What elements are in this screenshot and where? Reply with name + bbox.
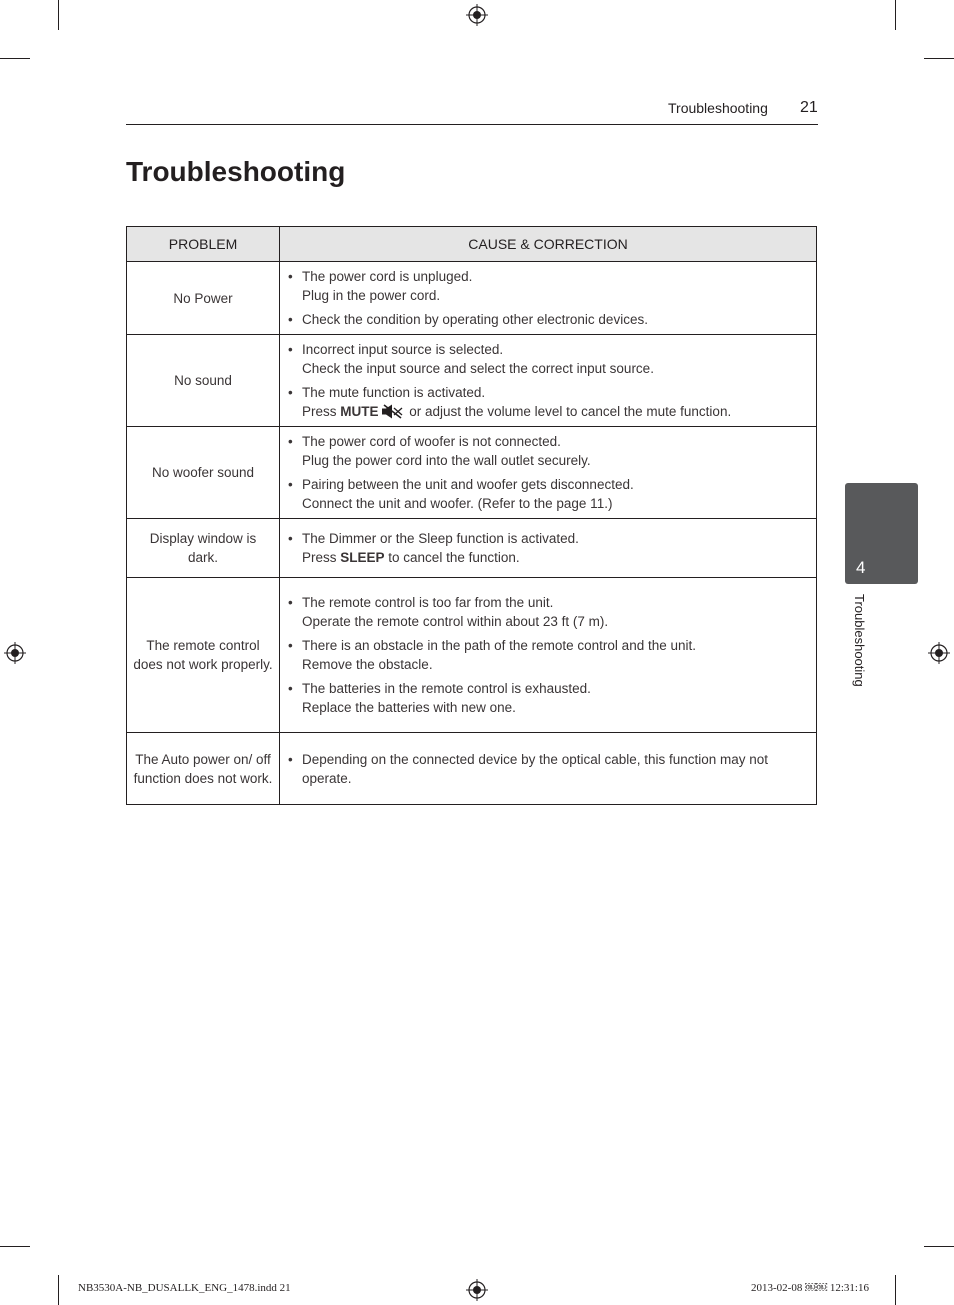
- registration-mark-icon: [4, 642, 26, 664]
- crop-mark: [895, 0, 896, 30]
- table-row: [127, 262, 817, 335]
- page-number: 21: [800, 99, 818, 116]
- sleep-button-label: SLEEP: [340, 550, 385, 565]
- crop-mark: [58, 0, 59, 30]
- bullet-icon: •: [288, 342, 293, 357]
- column-header-problem: PROBLEM: [127, 227, 280, 262]
- cause-cell: [280, 519, 817, 578]
- table-row: [127, 335, 817, 427]
- chapter-number: 4: [856, 558, 866, 577]
- list-item: • The power cord is unpluged. Plug in the power cord.: [288, 269, 473, 303]
- list-item: • Pairing between the unit and woofer gets disconnected. Connect the unit and woofer. (Refer to the page 11.): [288, 477, 634, 511]
- cause-cell: [280, 427, 817, 519]
- table-row: [127, 733, 817, 805]
- bullet-icon: •: [288, 531, 293, 546]
- cause-cell: [280, 335, 817, 427]
- list-item: • The Dimmer or the Sleep function is activated. Press SLEEP to cancel the function.: [288, 531, 579, 565]
- list-item: • The mute function is activated. Press MUTE or adjust the volume level to cancel the mute function.: [288, 385, 732, 419]
- bullet-icon: •: [288, 434, 293, 449]
- print-slug-file: NB3530A-NB_DUSALLK_ENG_1478.indd 21: [78, 1282, 291, 1294]
- list-item: • There is an obstacle in the path of the remote control and the unit. Remove the obstacle.: [288, 638, 696, 672]
- crop-mark: [924, 1246, 954, 1247]
- cause-cell: [280, 733, 817, 805]
- header-rule: [126, 124, 818, 125]
- mute-speaker-icon: [381, 404, 403, 419]
- cause-cell: [280, 578, 817, 733]
- running-header-section: Troubleshooting: [668, 100, 768, 116]
- bullet-icon: •: [288, 385, 293, 400]
- bullet-icon: •: [288, 751, 293, 767]
- list-item: • The power cord of woofer is not connected. Plug the power cord into the wall outlet securely.: [288, 434, 591, 468]
- table-row: [127, 427, 817, 519]
- bullet-icon: •: [288, 312, 293, 327]
- list-item: • Depending on the connected device by the optical cable, this function may not operate.: [288, 751, 769, 786]
- list-item: • Incorrect input source is selected. Check the input source and select the correct input source.: [288, 342, 654, 376]
- crop-mark: [0, 1246, 30, 1247]
- crop-mark: [58, 1275, 59, 1305]
- problem-cell: No sound: [127, 335, 280, 427]
- table-row: [127, 519, 817, 578]
- problem-cell: No woofer sound: [127, 427, 280, 519]
- crop-mark: [924, 58, 954, 59]
- bullet-icon: •: [288, 477, 293, 492]
- list-item: • The remote control is too far from the unit. Operate the remote control within about 23 ft (7 m).: [288, 595, 609, 629]
- bullet-icon: •: [288, 595, 293, 610]
- bullet-icon: •: [288, 638, 293, 653]
- page-title: Troubleshooting: [126, 156, 346, 187]
- problem-cell: The Auto power on/ off function does not work.: [127, 733, 280, 805]
- problem-cell: No Power: [127, 262, 280, 335]
- registration-mark-icon: [466, 1279, 488, 1301]
- registration-mark-icon: [466, 4, 488, 26]
- list-item: • Check the condition by operating other electronic devices.: [288, 312, 648, 327]
- cause-cell: [280, 262, 817, 335]
- mute-button-label: MUTE: [340, 404, 379, 419]
- list-item: • The batteries in the remote control is exhausted. Replace the batteries with new one.: [288, 681, 591, 715]
- crop-mark: [0, 58, 30, 59]
- crop-mark: [895, 1275, 896, 1305]
- registration-mark-icon: [928, 642, 950, 664]
- column-header-cause: CAUSE & CORRECTION: [280, 227, 817, 262]
- troubleshooting-table: [126, 226, 817, 805]
- chapter-tab-label: Troubleshooting: [852, 594, 867, 687]
- bullet-icon: •: [288, 681, 293, 696]
- print-slug-timestamp: 2013-02-08 ￼￼ 12:31:16: [751, 1282, 869, 1294]
- table-row: [127, 578, 817, 733]
- table-header-row: [127, 227, 817, 262]
- problem-cell: The remote control does not work properly.: [127, 578, 280, 733]
- chapter-tab: [845, 483, 918, 584]
- bullet-icon: •: [288, 269, 293, 284]
- problem-cell: Display window is dark.: [127, 519, 280, 578]
